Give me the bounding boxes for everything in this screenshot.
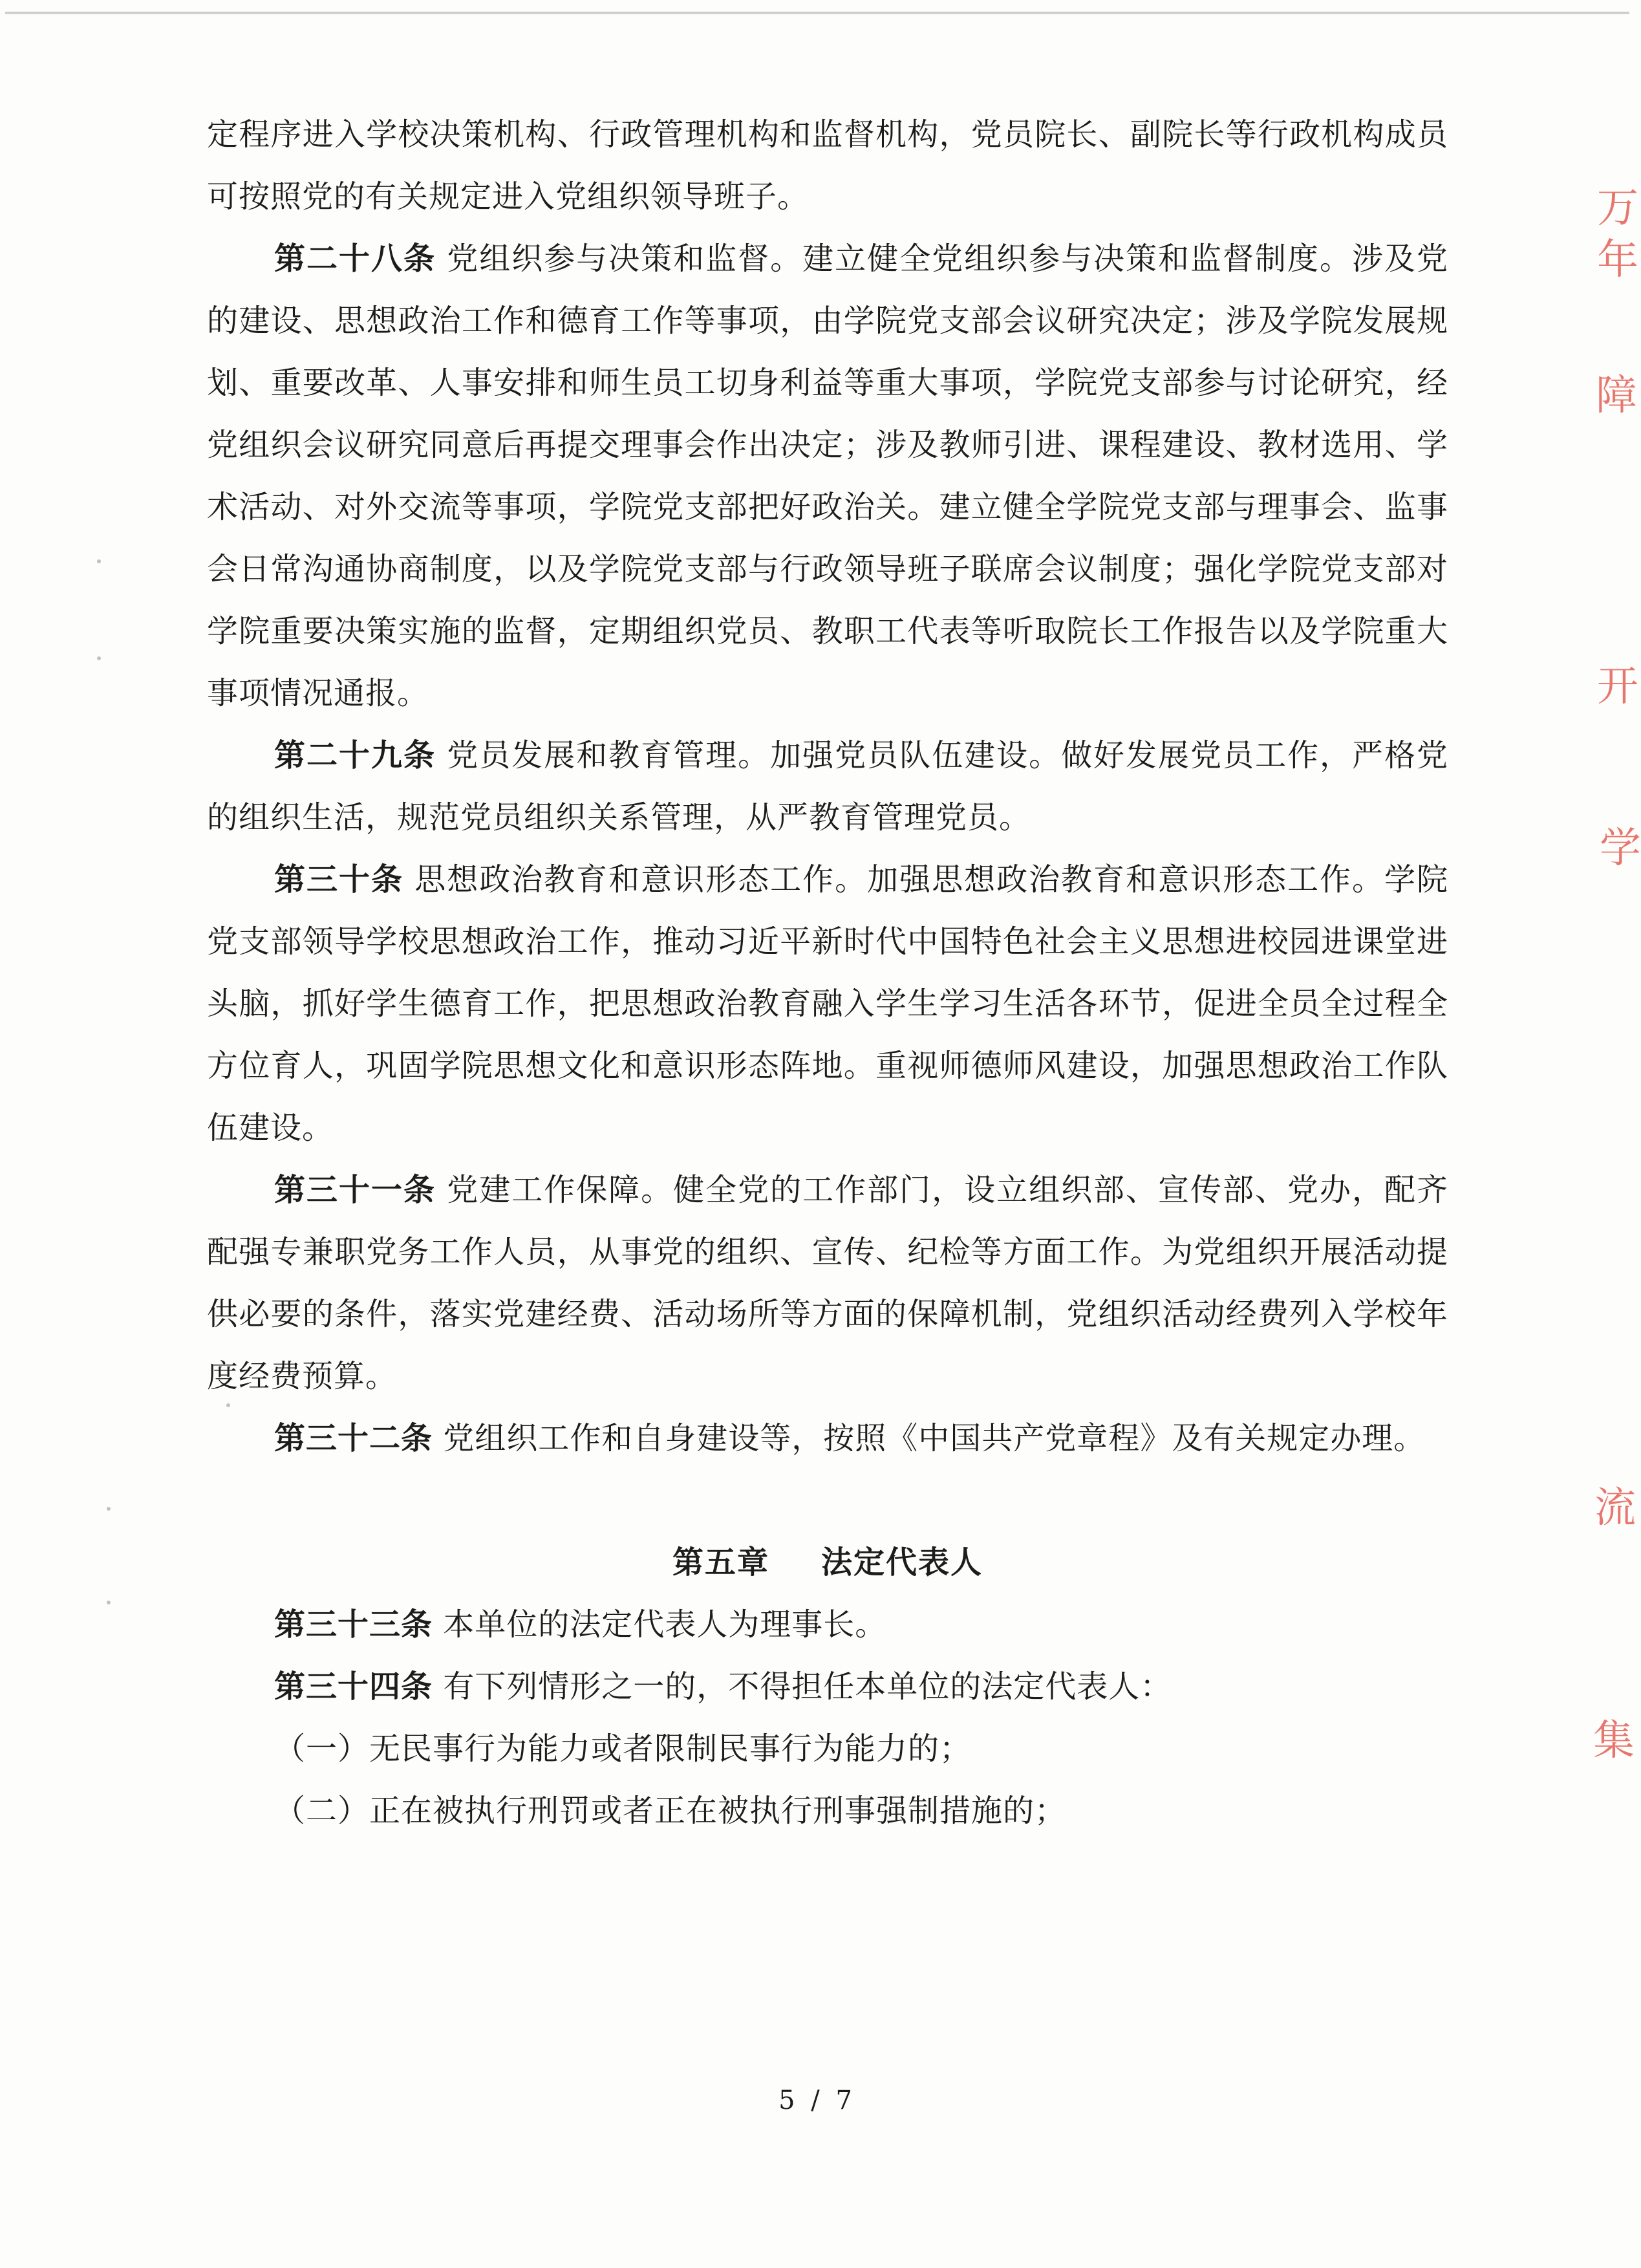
seal-fragment: 开 [1597, 663, 1638, 711]
seal-fragment: 学 [1600, 825, 1641, 872]
list-item-text: （二）正在被执行刑罚或者正在被执行刑事强制措施的； [274, 1793, 1067, 1829]
chapter-heading [207, 1531, 1448, 1593]
article-text: 定程序进入学校决策机构、行政管理机构和监督机构，党员院长、副院长等行政机构成员可按照党的有关规定进入党组织领导班子。 [207, 116, 1448, 215]
scan-speck [97, 559, 101, 563]
seal-fragment: 障 [1596, 372, 1637, 420]
article-title: 第三十四条 [274, 1669, 433, 1705]
article-34 [207, 1656, 1448, 1718]
article-title: 第二十九条 [274, 737, 436, 773]
article-title: 第三十二条 [274, 1420, 433, 1456]
scan-speck [226, 1403, 230, 1407]
article-title: 第三十三条 [274, 1606, 433, 1643]
scan-speck [107, 1601, 111, 1604]
article-title: 第三十一条 [274, 1172, 436, 1208]
article-title: 第二十八条 [274, 241, 436, 277]
article-text: 有下列情形之一的，不得担任本单位的法定代表人： [443, 1669, 1172, 1705]
article-28 [207, 228, 1448, 724]
article-text: 思想政治教育和意识形态工作。加强思想政治教育和意识形态工作。学院党支部领导学校思想政治工作，推动习近平新时代中国特色社会主义思想进校园进课堂进头脑，抓好学生德育工作，把思想政治教育融入学生学习生活各环节，促进全员全过程全方位育人，巩固学院思想文化和意识形态阵地。重视师德师风建设，加强思想政治工作队伍建设。 [207, 861, 1448, 1146]
list-item-text: （一）无民事行为能力或者限制民事行为能力的； [274, 1731, 972, 1767]
article-32 [207, 1407, 1448, 1469]
article-text: 党组织参与决策和监督。建立健全党组织参与决策和监督制度。涉及党的建设、思想政治工作和德育工作等事项，由学院党支部会议研究决定；涉及学院发展规划、重要改革、人事安排和师生员工切身利益等重大事项，学院党支部参与讨论研究，经党组织会议研究同意后再提交理事会作出决定；涉及教师引进、课程建设、教材选用、学术活动、对外交流等事项，学院党支部把好政治关。建立健全学院党支部与理事会、监事会日常沟通协商制度，以及学院党支部与行政领导班子联席会议制度；强化学院党支部对学院重要决策实施的监督，定期组织党员、教职工代表等听取院长工作报告以及学院重大事项情况通报。 [207, 241, 1448, 711]
article-text: 党组织工作和自身建设等，按照《中国共产党章程》及有关规定办理。 [443, 1420, 1426, 1456]
article-30 [207, 848, 1448, 1159]
seal-fragment: 年 [1597, 236, 1638, 284]
chapter-number: 第五章 [672, 1544, 769, 1581]
article-31 [207, 1159, 1448, 1407]
seal-fragment: 集 [1593, 1717, 1635, 1765]
article-29 [207, 724, 1448, 848]
chapter-name: 法定代表人 [821, 1544, 983, 1581]
article-text: 党建工作保障。健全党的工作部门，设立组织部、宣传部、党办，配齐配强专兼职党务工作人员，从事党的组织、宣传、纪检等方面工作。为党组织开展活动提供必要的条件，落实党建经费、活动场所等方面的保障机制，党组织活动经费列入学校年度经费预算。 [207, 1172, 1448, 1394]
document-body [207, 103, 1448, 1842]
article-text: 本单位的法定代表人为理事长。 [443, 1606, 887, 1643]
article-title: 第三十条 [274, 861, 403, 898]
scan-speck [97, 656, 101, 660]
seal-fragment: 万 [1597, 184, 1638, 232]
article-33 [207, 1593, 1448, 1656]
article-text: 党员发展和教育管理。加强党员队伍建设。做好发展党员工作，严格党的组织生活，规范党员组织关系管理，从严教育管理党员。 [207, 737, 1448, 836]
seal-fragment: 流 [1594, 1484, 1636, 1532]
list-item [207, 1718, 1448, 1780]
list-item [207, 1780, 1448, 1842]
scan-top-edge [5, 12, 1629, 14]
page-number: 5 / 7 [778, 2086, 856, 2115]
paragraph-continuation [207, 103, 1448, 228]
scan-speck [107, 1507, 111, 1511]
